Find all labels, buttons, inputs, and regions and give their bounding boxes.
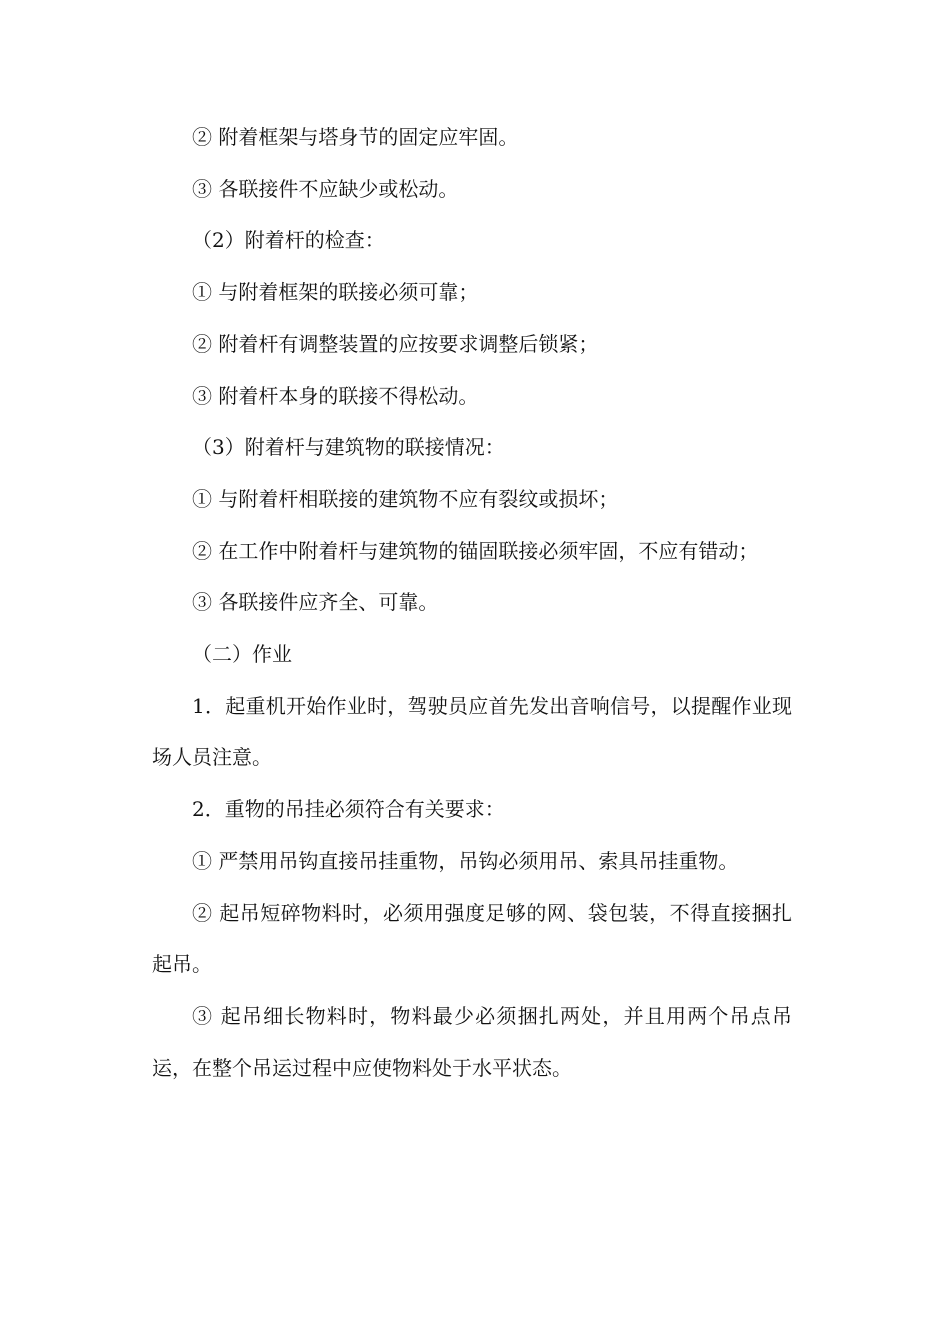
paragraph-frame-connection: ① 与附着框架的联接必须可靠；	[192, 280, 479, 305]
section-heading-operation: （二）作业	[192, 642, 292, 667]
paragraph-no-direct-hook: ① 严禁用吊钩直接吊挂重物，吊钩必须用吊、索具吊挂重物。	[192, 848, 739, 873]
paragraph-adjusting-device: ② 附着杆有调整装置的应按要求调整后锁紧；	[192, 331, 599, 356]
paragraph-connectors-complete: ③ 各联接件不应缺少或松动。	[192, 176, 459, 201]
paragraph-start-signal: 1．起重机开始作业时，驾驶员应首先发出音响信号，以提醒作业现场人员注意。	[152, 693, 792, 770]
paragraph-short-material: ② 起吊短碎物料时，必须用强度足够的网、袋包装，不得直接捆扎起吊。	[152, 900, 792, 977]
paragraph-hanging-requirements: 2．重物的吊挂必须符合有关要求：	[192, 797, 505, 822]
paragraph-long-material: ③ 起吊细长物料时，物料最少必须捆扎两处，并且用两个吊点吊运，在整个吊运过程中应使物料处于水平状态。	[152, 1003, 792, 1080]
paragraph-rod-check-heading: （2）附着杆的检查：	[192, 228, 385, 253]
document-body	[152, 112, 792, 1094]
paragraph-building-connection-heading: （3）附着杆与建筑物的联接情况：	[192, 435, 505, 460]
paragraph-frame-fixing: ② 附着框架与塔身节的固定应牢固。	[192, 125, 519, 149]
paragraph-anchoring-firm: ② 在工作中附着杆与建筑物的锚固联接必须牢固，不应有错动；	[192, 538, 759, 563]
paragraph-building-no-cracks: ① 与附着杆相联接的建筑物不应有裂纹或损坏；	[192, 486, 619, 511]
paragraph-connectors-reliable: ③ 各联接件应齐全、可靠。	[192, 590, 439, 615]
paragraph-rod-connection: ③ 附着杆本身的联接不得松动。	[192, 383, 479, 408]
